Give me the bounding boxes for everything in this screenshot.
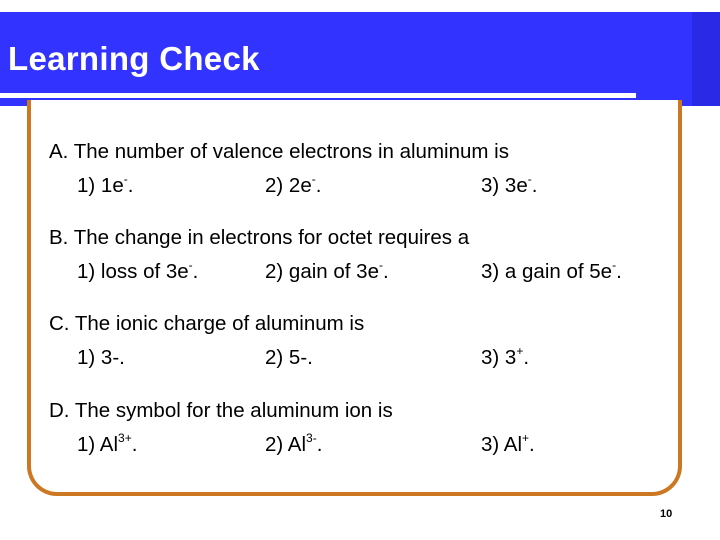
- slide-title: Learning Check: [8, 40, 260, 77]
- question-b-option-2: 2) gain of 3e-.: [265, 258, 389, 283]
- question-c-stem: C. The ionic charge of aluminum is: [49, 312, 365, 335]
- question-b-option-3: 3) a gain of 5e-.: [481, 258, 622, 283]
- question-b-option-1: 1) loss of 3e-.: [77, 258, 199, 283]
- question-d-option-3: 3) Al+.: [481, 431, 535, 456]
- question-a-stem: A. The number of valence electrons in aluminum is: [49, 140, 509, 163]
- title-underline: [0, 93, 636, 98]
- question-a-option-2: 2) 2e-.: [265, 172, 322, 197]
- question-d-option-2: 2) $Al^{3-}$.: [265, 431, 323, 456]
- question-a-option-1: 1) 1e-.: [77, 172, 134, 197]
- question-d-stem: D. The symbol for the aluminum ion is: [49, 399, 393, 422]
- question-c-option-1: 1) 3-.: [77, 346, 125, 369]
- question-a-option-3: 3) 3e-.: [481, 172, 538, 197]
- page-number: 10: [660, 508, 673, 520]
- question-c-option-3: 3) 3+.: [481, 344, 530, 369]
- question-c-option-2: 2) 5-.: [265, 346, 313, 369]
- question-d-option-1: 1) $Al^{3+}$.: [77, 431, 138, 456]
- question-b-stem: B. The change in electrons for octet requires a: [49, 226, 470, 249]
- title-bar-corner: [692, 12, 720, 106]
